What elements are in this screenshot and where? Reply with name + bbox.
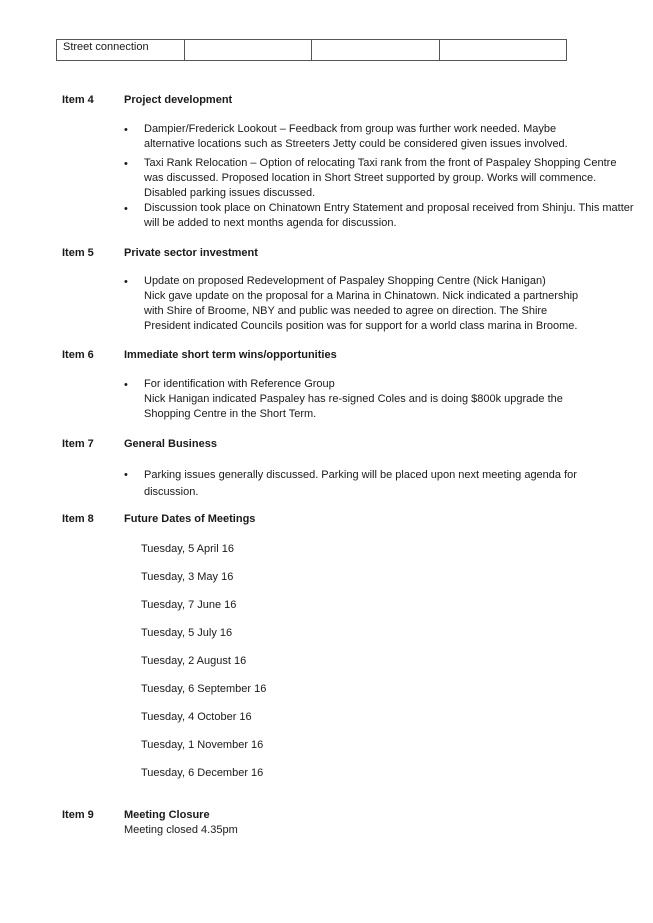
list-item: [144, 156, 616, 201]
bullet-line: Parking issues generally discussed. Parking will be placed upon next meeting agenda for: [144, 469, 577, 481]
item-6-title: Immediate short term wins/opportunities: [124, 349, 337, 361]
bullet-line: will be added to next months agenda for discussion.: [144, 217, 397, 229]
bullet-marker: •: [124, 469, 128, 481]
bullet-marker: •: [124, 379, 128, 391]
bullet-line: For identification with Reference Group: [144, 378, 335, 390]
table-cell: [312, 40, 440, 61]
list-item: [144, 377, 563, 422]
bullet-line: Shopping Centre in the Short Term.: [144, 408, 317, 420]
item-8-label: Item 8: [62, 513, 94, 525]
table-cell: [185, 40, 312, 61]
bullet-marker: •: [124, 158, 128, 170]
bullet-line: Update on proposed Redevelopment of Paspaley Shopping Centre (Nick Hanigan): [144, 275, 546, 287]
bullet-line: alternative locations such as Streeters Jetty could be considered given issues involved.: [144, 138, 568, 150]
bullet-line: with Shire of Broome, NBY and public was needed to agree on direction. The Shire: [144, 305, 548, 317]
bullet-line: Discussion took place on Chinatown Entry Statement and proposal received from Shinju. This matter: [144, 202, 634, 214]
meeting-date: Tuesday, 4 October 16: [141, 711, 252, 723]
bullet-line: Nick Hanigan indicated Paspaley has re-signed Coles and is doing $800k upgrade the: [144, 393, 563, 405]
bullet-marker: •: [124, 276, 128, 288]
meeting-date: Tuesday, 7 June 16: [141, 599, 237, 611]
bullet-marker: •: [124, 124, 128, 136]
item-8-title: Future Dates of Meetings: [124, 513, 256, 525]
bullet-line: discussion.: [144, 486, 199, 498]
table-row: [57, 40, 567, 61]
list-item: [144, 467, 577, 501]
list-item: [144, 201, 634, 231]
meeting-date: Tuesday, 6 September 16: [141, 683, 267, 695]
bullet-line: Taxi Rank Relocation – Option of relocating Taxi rank from the front of Paspaley Shopping Centre: [144, 157, 617, 169]
bullet-line: Nick gave update on the proposal for a Marina in Chinatown. Nick indicated a partnership: [144, 290, 579, 302]
bullet-line: Dampier/Frederick Lookout – Feedback from group was further work needed. Maybe: [144, 123, 557, 135]
continuation-table: [56, 39, 567, 61]
meeting-date: Tuesday, 6 December 16: [141, 767, 264, 779]
bullet-line: was discussed. Proposed location in Short Street supported by group. Works will commence.: [144, 172, 597, 184]
item-5-label: Item 5: [62, 247, 94, 259]
bullet-line: President indicated Councils position was for support for a world class marina in Broome.: [144, 320, 578, 332]
meeting-date: Tuesday, 5 April 16: [141, 543, 234, 555]
table-cell-label: Street connection: [57, 40, 185, 61]
meeting-date: Tuesday, 3 May 16: [141, 571, 234, 583]
item-7-title: General Business: [124, 438, 217, 450]
item-9-title: Meeting Closure: [124, 809, 210, 821]
table-cell: [440, 40, 567, 61]
item-9-label: Item 9: [62, 809, 94, 821]
closing-note: Meeting closed 4.35pm: [124, 824, 238, 836]
item-4-label: Item 4: [62, 94, 94, 106]
bullet-line: Disabled parking issues discussed.: [144, 187, 316, 199]
item-7-label: Item 7: [62, 438, 94, 450]
list-item: [144, 274, 578, 334]
list-item: [144, 122, 568, 152]
meeting-date: Tuesday, 5 July 16: [141, 627, 233, 639]
meeting-date: Tuesday, 2 August 16: [141, 655, 247, 667]
item-6-label: Item 6: [62, 349, 94, 361]
meeting-date: Tuesday, 1 November 16: [141, 739, 264, 751]
item-4-title: Project development: [124, 94, 233, 106]
item-5-title: Private sector investment: [124, 247, 258, 259]
bullet-marker: •: [124, 203, 128, 215]
